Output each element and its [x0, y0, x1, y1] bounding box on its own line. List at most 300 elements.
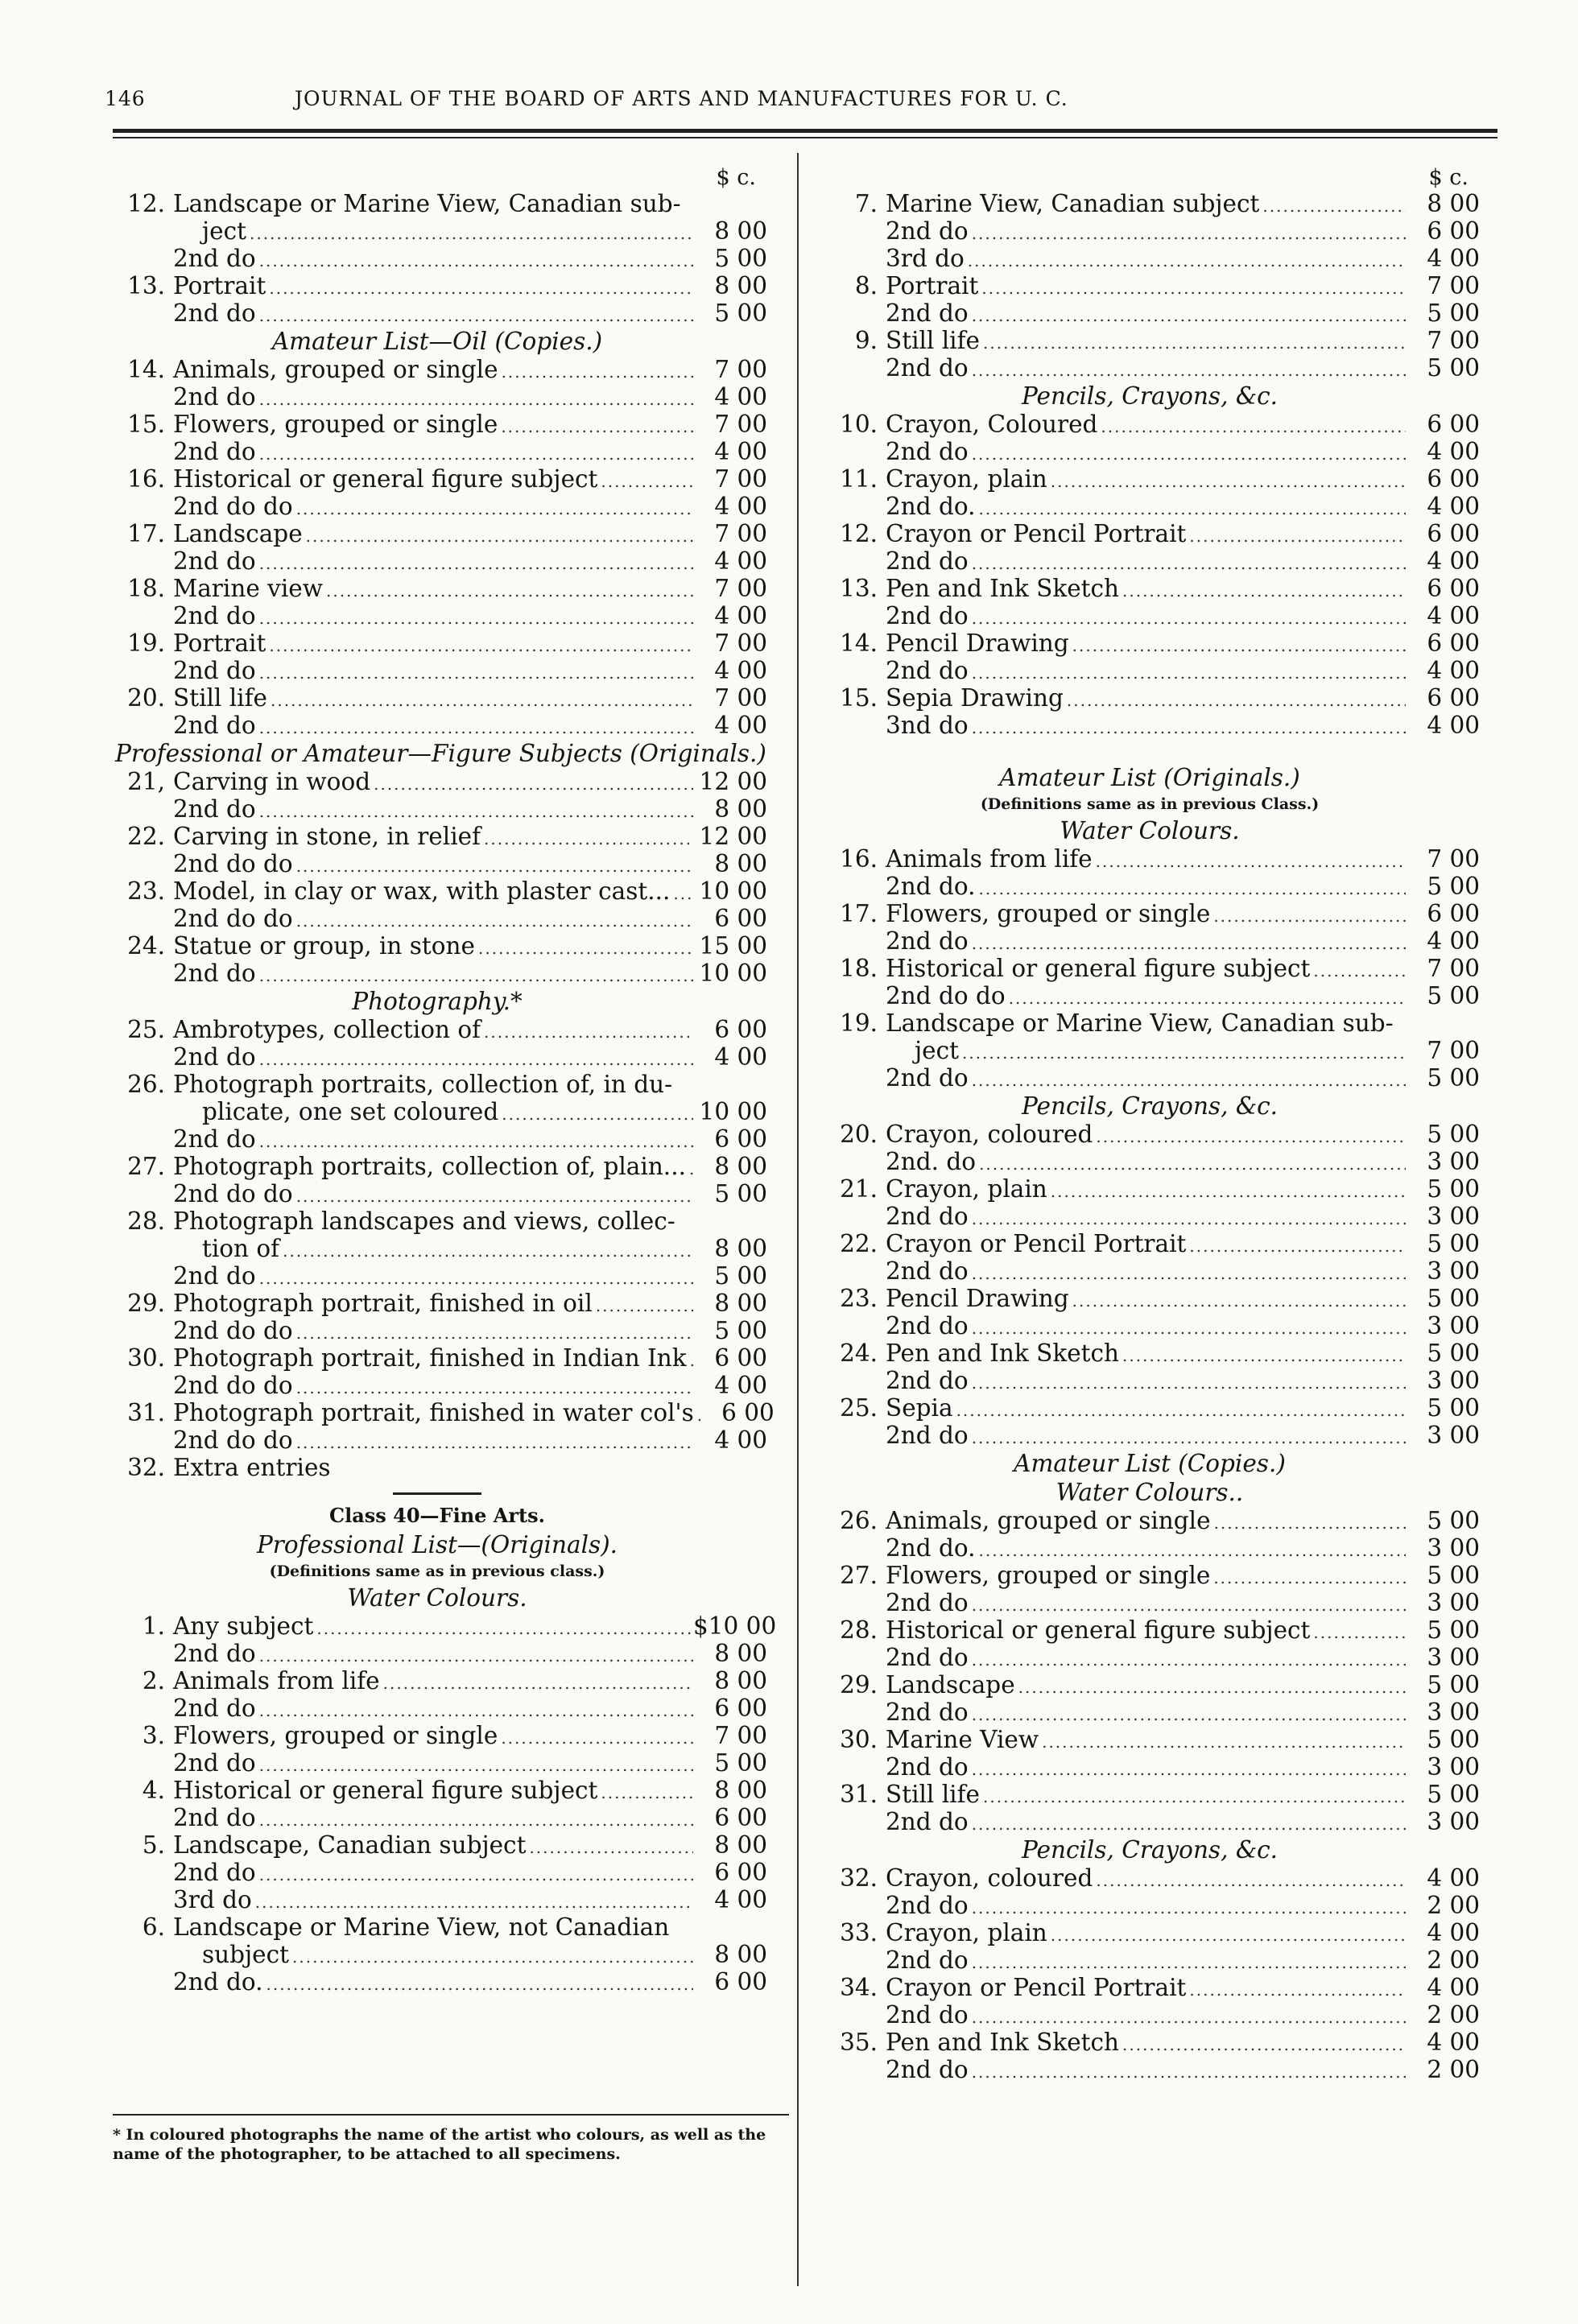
- dot-leader: [1093, 1867, 1406, 1894]
- prize-entry: [107, 411, 767, 438]
- entry-label: 2nd do do: [173, 493, 293, 520]
- entry-number: 14.: [127, 356, 165, 383]
- entry-amount: 5 00: [714, 1317, 767, 1344]
- prize-entry: [820, 1919, 1480, 1946]
- prize-entry: [107, 465, 767, 493]
- entry-label: Landscape: [173, 520, 303, 547]
- entry-label: 2nd do: [173, 383, 256, 411]
- dot-leader: [969, 302, 1406, 329]
- entry-amount: 5 00: [1427, 982, 1480, 1009]
- prize-entry: [820, 1562, 1480, 1589]
- dot-leader: [969, 357, 1406, 384]
- entry-label: 2nd do.: [173, 1968, 263, 1996]
- entry-label: 2nd do: [886, 602, 969, 630]
- entry-amount: 5 00: [714, 299, 767, 327]
- page-header: [105, 87, 1489, 119]
- dot-leader: [256, 302, 693, 329]
- section-heading: Photography.*: [352, 988, 523, 1015]
- prize-sub-entry: [107, 299, 767, 327]
- dot-leader: [1097, 413, 1406, 440]
- dot-leader: [980, 1783, 1406, 1810]
- entry-amount: 5 00: [714, 1262, 767, 1290]
- prize-sub-entry: [820, 1203, 1480, 1230]
- entry-number: 2.: [142, 1667, 165, 1694]
- entry-amount: 4 00: [1427, 2029, 1480, 2056]
- dot-leader: [593, 1292, 693, 1319]
- prize-entry: [820, 630, 1480, 657]
- prize-sub-entry: [107, 905, 767, 932]
- dot-leader: [969, 1369, 1406, 1397]
- prize-sub-entry: [820, 1257, 1480, 1285]
- dot-leader: [1310, 1619, 1406, 1646]
- dot-leader: [289, 1943, 693, 1971]
- entry-label: 2nd do: [886, 1257, 969, 1285]
- dot-leader: [313, 1615, 693, 1642]
- left-entries: [107, 190, 777, 1996]
- entry-amount: 15 00: [699, 932, 767, 960]
- prize-entry: [107, 1612, 777, 1640]
- entry-amount: 5 00: [1427, 1562, 1480, 1589]
- dot-leader: [1310, 957, 1406, 985]
- entry-number: 30.: [127, 1344, 165, 1372]
- entry-number: 17.: [840, 900, 878, 927]
- dot-leader: [293, 1183, 693, 1210]
- prize-sub-entry: [820, 927, 1480, 955]
- entry-number: 6.: [142, 1913, 165, 1941]
- dot-leader: [1047, 1922, 1406, 1949]
- dot-leader: [256, 1128, 693, 1155]
- entry-number: 31.: [127, 1399, 165, 1426]
- dot-leader: [969, 1810, 1406, 1838]
- entry-label: 2nd do: [173, 438, 256, 465]
- entry-amount: 3 00: [1427, 1148, 1480, 1175]
- entry-amount: 8 00: [714, 272, 767, 299]
- entry-label: 2nd do: [173, 1749, 256, 1777]
- prize-sub-entry: [820, 873, 1480, 900]
- section-heading: Pencils, Crayons, &c.: [1021, 382, 1278, 410]
- entry-amount: 2 00: [1427, 2056, 1480, 2083]
- spacer: [820, 739, 1480, 763]
- entry-label: 2nd do: [173, 1262, 256, 1290]
- entry-label: Sepia Drawing: [886, 684, 1064, 712]
- dot-leader: [969, 714, 1406, 741]
- entry-label: 2nd do do: [173, 850, 293, 877]
- entry-amount: 8 00: [714, 795, 767, 823]
- dot-leader: [246, 220, 693, 247]
- entry-label: Historical or general figure subject: [173, 1777, 598, 1804]
- dot-leader: [475, 935, 693, 962]
- dot-leader: [969, 1591, 1406, 1619]
- entry-amount: 3 00: [1427, 1808, 1480, 1835]
- entry-amount: 3 00: [1427, 1589, 1480, 1616]
- entry-label: 2nd do: [886, 2056, 969, 2083]
- dot-leader: [293, 495, 693, 522]
- entry-amount: 4 00: [714, 1372, 767, 1399]
- entry-label: 2nd do do: [886, 982, 1006, 1009]
- dot-leader: [969, 2058, 1406, 2086]
- entry-number: 16.: [127, 465, 165, 493]
- entry-number: 15.: [127, 411, 165, 438]
- dot-leader: [969, 1424, 1406, 1451]
- prize-sub-entry: [107, 795, 767, 823]
- prize-entry: [107, 1913, 767, 1941]
- entry-label: Photograph portraits, collection of, plain...: [173, 1153, 686, 1180]
- entry-amount: 8 00: [714, 1153, 767, 1180]
- prize-sub-entry: [107, 1372, 767, 1399]
- dot-leader: [969, 1949, 1406, 1976]
- prize-entry: [820, 1394, 1480, 1422]
- section-heading: Water Colours.: [1060, 817, 1240, 844]
- entry-number: 7.: [854, 190, 878, 217]
- entry-amount: 4 00: [1427, 1974, 1480, 2001]
- entry-label: 2nd do: [173, 547, 256, 575]
- entry-amount: 4 00: [1427, 547, 1480, 575]
- entry-amount: 4 00: [714, 493, 767, 520]
- dot-leader: [597, 468, 693, 495]
- dot-leader: [256, 714, 693, 741]
- entry-number: 26.: [127, 1071, 165, 1098]
- prize-entry: [820, 1616, 1480, 1644]
- entry-number: 3.: [142, 1722, 165, 1749]
- dot-leader: [670, 880, 693, 907]
- entry-amount: 5 00: [1427, 1285, 1480, 1312]
- entry-amount: 5 00: [714, 1180, 767, 1207]
- entry-amount: 5 00: [1427, 299, 1480, 327]
- dot-leader: [969, 1260, 1406, 1287]
- prize-sub-entry: [820, 1644, 1480, 1671]
- entry-amount: 6 00: [714, 1016, 767, 1043]
- dot-leader: [266, 275, 693, 302]
- entry-label: Statue or group, in stone: [173, 932, 475, 960]
- prize-entry: [107, 1207, 767, 1235]
- entry-amount: 5 00: [714, 245, 767, 272]
- entry-number: 13.: [127, 272, 165, 299]
- entry-label: Crayon, coloured: [886, 1864, 1093, 1892]
- entry-number: 23.: [127, 877, 165, 905]
- entry-amount: 3 00: [1427, 1312, 1480, 1339]
- entry-label: 2nd do: [886, 1699, 969, 1726]
- dot-leader: [256, 247, 693, 275]
- entry-number: 15.: [840, 684, 878, 712]
- entry-label: 2nd do: [886, 438, 969, 465]
- entry-label: Flowers, grouped or single: [886, 1562, 1211, 1589]
- prize-entry: [820, 1726, 1480, 1753]
- entry-number: 21.: [840, 1175, 878, 1203]
- entry-number: 28.: [127, 1207, 165, 1235]
- entry-number: 10.: [840, 411, 878, 438]
- entry-label: Extra entries: [173, 1454, 331, 1481]
- entry-amount: 6 00: [1427, 465, 1480, 493]
- entry-amount: 7 00: [714, 411, 767, 438]
- entry-amount: 5 00: [1427, 1671, 1480, 1699]
- prize-sub-entry: [107, 1694, 767, 1722]
- entry-amount: 4 00: [1427, 657, 1480, 684]
- entry-label: 2nd do do: [173, 1180, 293, 1207]
- entry-label: 2nd do: [886, 1064, 969, 1092]
- entry-label: ject: [915, 1037, 959, 1064]
- entry-number: 13.: [840, 575, 878, 602]
- entry-label: Animals from life: [173, 1667, 380, 1694]
- dot-leader: [293, 907, 693, 935]
- prize-sub-entry: [820, 493, 1480, 520]
- dot-leader: [1006, 985, 1406, 1012]
- entry-amount: 7 00: [714, 630, 767, 657]
- dot-leader: [969, 1701, 1406, 1728]
- entry-label: Pen and Ink Sketch: [886, 2029, 1120, 2056]
- left-column: [107, 165, 777, 1996]
- entry-label: 2nd do: [886, 1422, 969, 1449]
- dot-leader: [1119, 577, 1406, 605]
- section-heading: Pencils, Crayons, &c.: [1021, 1092, 1278, 1120]
- prize-sub-entry: [820, 2056, 1480, 2083]
- entry-amount: 7 00: [1427, 845, 1480, 873]
- prize-entry: [107, 1667, 767, 1694]
- dot-leader: [267, 687, 693, 714]
- entry-number: 26.: [840, 1507, 878, 1534]
- prize-entry-continued: [107, 1941, 767, 1968]
- entry-amount: 4 00: [1427, 927, 1480, 955]
- entry-label: 2nd do do: [173, 905, 293, 932]
- prize-entry: [820, 1009, 1480, 1037]
- entry-amount: 4 00: [714, 1426, 767, 1454]
- entry-label: 2nd do.: [886, 873, 976, 900]
- entry-amount: 8 00: [714, 1941, 767, 1968]
- entry-label: Photograph landscapes and views, collec-: [173, 1207, 675, 1235]
- dot-leader: [976, 1537, 1406, 1564]
- section-heading: Water Colours..: [1055, 1479, 1244, 1506]
- entry-label: 2nd do do: [173, 1317, 293, 1344]
- entry-label: 2nd do: [886, 1808, 969, 1835]
- entry-label: 2nd do: [886, 1203, 969, 1230]
- entry-label: Portrait: [173, 272, 266, 299]
- entry-label: Crayon, plain: [886, 1175, 1047, 1203]
- dot-leader: [965, 247, 1406, 275]
- entry-amount: 7 00: [1427, 955, 1480, 982]
- entry-amount: 10 00: [699, 877, 767, 905]
- entry-amount: 6 00: [1427, 411, 1480, 438]
- dot-leader: [303, 522, 693, 550]
- entry-label: Pen and Ink Sketch: [886, 1339, 1120, 1367]
- dot-leader: [256, 1642, 693, 1670]
- entry-amount: 5 00: [1427, 1394, 1480, 1422]
- entry-label: 2nd. do: [886, 1148, 977, 1175]
- dot-leader: [481, 825, 693, 852]
- prize-sub-entry: [107, 960, 767, 987]
- prize-entry: [107, 272, 767, 299]
- entry-amount: 5 00: [1427, 1175, 1480, 1203]
- entry-number: 29.: [840, 1671, 878, 1699]
- entry-number: 28.: [840, 1616, 878, 1644]
- prize-entry: [820, 1121, 1480, 1148]
- entry-amount: 6 00: [714, 1859, 767, 1886]
- footnote-rule: [113, 2114, 789, 2116]
- dot-leader: [1093, 1123, 1406, 1150]
- entry-label: Carving in wood: [173, 768, 371, 795]
- entry-amount: 2 00: [1427, 2001, 1480, 2029]
- prize-entry: [107, 1831, 767, 1859]
- entry-label: 2nd do.: [886, 1534, 976, 1562]
- prize-entry: [107, 575, 767, 602]
- entry-amount: 8 00: [714, 1831, 767, 1859]
- entry-label: Landscape or Marine View, not Canadian: [173, 1913, 670, 1941]
- entry-amount: 4 00: [1427, 493, 1480, 520]
- entry-label: Model, in clay or wax, with plaster cast...: [173, 877, 671, 905]
- prize-sub-entry: [107, 1804, 767, 1831]
- entry-label: Portrait: [886, 272, 979, 299]
- entry-label: Landscape or Marine View, Canadian sub-: [173, 190, 681, 217]
- prize-sub-entry: [820, 1422, 1480, 1449]
- entry-label: 3rd do: [173, 1886, 252, 1913]
- entry-number: 17.: [127, 520, 165, 547]
- entry-amount: 5 00: [1427, 1064, 1480, 1092]
- prize-sub-entry: [107, 547, 767, 575]
- prize-entry: [107, 1290, 767, 1317]
- section-heading: Professional or Amateur—Figure Subjects (Originals.): [115, 740, 766, 767]
- entry-amount: 3 00: [1427, 1534, 1480, 1562]
- dot-leader: [969, 1646, 1406, 1674]
- dot-leader: [969, 550, 1406, 577]
- entry-amount: 3 00: [1427, 1644, 1480, 1671]
- dot-leader: [1186, 522, 1406, 550]
- entry-amount: 4 00: [714, 712, 767, 739]
- entry-number: 22.: [127, 823, 165, 850]
- entry-label: Animals from life: [886, 845, 1093, 873]
- entry-amount: 5 00: [1427, 1781, 1480, 1808]
- entry-label: 2nd do: [886, 1589, 969, 1616]
- prize-entry: [107, 1153, 767, 1180]
- entry-amount: 3 00: [1427, 1699, 1480, 1726]
- entry-label: Still life: [886, 1781, 980, 1808]
- prize-sub-entry: [107, 1640, 767, 1667]
- section-heading: Professional List—(Originals).: [256, 1531, 618, 1558]
- entry-label: 2nd do: [886, 217, 969, 245]
- entry-amount: 7 00: [1427, 1037, 1480, 1064]
- prize-entry: [820, 1339, 1480, 1367]
- prize-sub-entry: [107, 712, 767, 739]
- dot-leader: [256, 1806, 693, 1834]
- entry-label: 2nd do: [886, 1644, 969, 1671]
- header-rule-thin: [113, 137, 1497, 138]
- entry-label: Photograph portrait, finished in Indian Ink: [173, 1344, 687, 1372]
- entry-amount: 4 00: [1427, 245, 1480, 272]
- prize-entry-continued: [820, 1037, 1480, 1064]
- prize-entry: [107, 1016, 767, 1043]
- entry-label: 2nd do: [886, 1892, 969, 1919]
- prize-entry: [820, 465, 1480, 493]
- entry-label: Flowers, grouped or single: [173, 1722, 498, 1749]
- entry-amount: 6 00: [714, 1804, 767, 1831]
- prize-sub-entry: [107, 1749, 767, 1777]
- prize-entry: [107, 684, 767, 712]
- dot-leader: [1210, 1564, 1406, 1591]
- entry-label: Crayon or Pencil Portrait: [886, 520, 1187, 547]
- entry-amount: 4 00: [714, 383, 767, 411]
- dot-leader: [256, 1752, 693, 1779]
- dot-leader: [1069, 632, 1406, 659]
- entry-number: 33.: [840, 1919, 878, 1946]
- entry-label: 2nd do: [886, 547, 969, 575]
- entry-amount: 6 00: [1427, 520, 1480, 547]
- entry-amount: 8 00: [1427, 190, 1480, 217]
- running-title: JOURNAL OF THE BOARD OF ARTS AND MANUFACTURES FOR U. C.: [295, 87, 1068, 110]
- entry-label: 2nd do: [173, 602, 256, 630]
- dot-leader: [969, 1756, 1406, 1783]
- prize-sub-entry: [107, 1317, 767, 1344]
- entry-label: Crayon, coloured: [886, 1121, 1093, 1148]
- entry-amount: 4 00: [714, 1043, 767, 1071]
- dot-leader: [266, 632, 693, 659]
- prize-sub-entry: [107, 1180, 767, 1207]
- dot-leader: [1015, 1674, 1406, 1701]
- entry-label: Any subject: [173, 1612, 314, 1640]
- dot-leader: [687, 1347, 693, 1374]
- prize-sub-entry: [107, 657, 767, 684]
- prize-entry: [107, 1777, 767, 1804]
- dot-leader: [1119, 1342, 1406, 1369]
- entry-label: Photograph portrait, finished in oil: [173, 1290, 593, 1317]
- dot-leader: [256, 605, 693, 632]
- entry-number: 30.: [840, 1726, 878, 1753]
- prize-sub-entry: [107, 383, 767, 411]
- prize-entry: [107, 823, 767, 850]
- entry-amount: 8 00: [714, 850, 767, 877]
- prize-sub-entry: [820, 1064, 1480, 1092]
- entry-amount: 6 00: [1427, 217, 1480, 245]
- dot-leader: [1211, 1509, 1406, 1537]
- dot-leader: [959, 1039, 1406, 1067]
- definitions-note: (Definitions same as in previous Class.): [980, 795, 1320, 813]
- entry-label: 2nd do do: [173, 1426, 293, 1454]
- entry-label: Flowers, grouped or single: [173, 411, 498, 438]
- entry-number: 32.: [840, 1864, 878, 1892]
- entry-label: Pencil Drawing: [886, 630, 1069, 657]
- dot-leader: [293, 852, 693, 880]
- entry-label: Crayon, Coloured: [886, 411, 1098, 438]
- entry-number: 29.: [127, 1290, 165, 1317]
- entry-amount: 5 00: [1427, 1616, 1480, 1644]
- prize-entry: [820, 1175, 1480, 1203]
- page-number: 146: [105, 87, 146, 110]
- section-heading: Amateur List (Originals.): [999, 764, 1300, 791]
- dot-leader: [953, 1397, 1406, 1424]
- dot-leader: [969, 1205, 1406, 1232]
- dot-leader: [256, 1861, 693, 1889]
- prize-entry: [820, 684, 1480, 712]
- entry-amount: 6 00: [714, 1344, 767, 1372]
- entry-amount: 10 00: [699, 960, 767, 987]
- entry-number: 23.: [840, 1285, 878, 1312]
- entry-amount: 4 00: [1427, 602, 1480, 630]
- entry-amount: 10 00: [699, 1098, 767, 1125]
- entry-label: Marine View, Canadian subject: [886, 190, 1260, 217]
- entry-amount: 4 00: [1427, 1864, 1480, 1892]
- dot-leader: [481, 1018, 693, 1046]
- prize-entry: [107, 520, 767, 547]
- entry-amount: 5 00: [1427, 1230, 1480, 1257]
- entry-amount: 6 00: [721, 1399, 775, 1426]
- prize-sub-entry: [820, 438, 1480, 465]
- entry-label: 2nd do: [173, 245, 256, 272]
- dot-leader: [969, 1894, 1406, 1922]
- entry-label: Carving in stone, in relief: [173, 823, 481, 850]
- entry-number: 16.: [840, 845, 878, 873]
- entry-amount: 4 00: [714, 602, 767, 630]
- dot-leader: [969, 659, 1406, 687]
- entry-amount: 6 00: [1427, 684, 1480, 712]
- prize-sub-entry: [820, 1367, 1480, 1394]
- entry-label: Ambrotypes, collection of: [173, 1016, 481, 1043]
- entry-label: 2nd do: [173, 1804, 256, 1831]
